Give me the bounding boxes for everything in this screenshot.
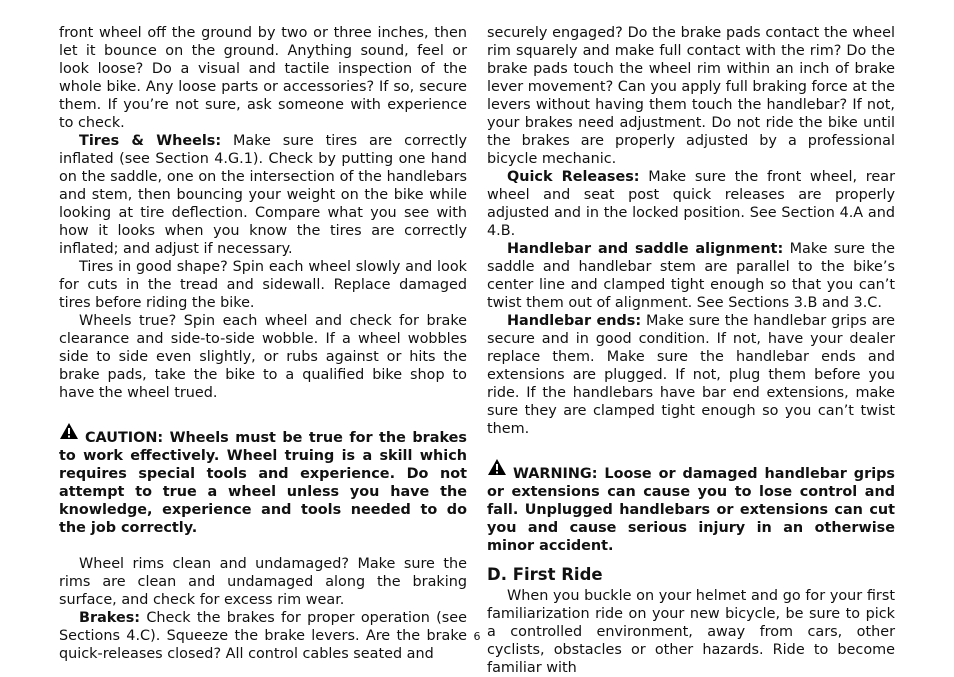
warning-text: WARNING: Loose or damaged handlebar grips or extensions can cause you to lose control and fall. Unplugged handlebars or extensions can cut you and cause serious injury in an otherwise minor accident. [487, 466, 895, 554]
paragraph: securely engaged? Do the brake pads contact the wheel rim squarely and make full contact with the rim? Do the brake pads touch the wheel rim within an inch of brake lever movement? Can you apply full braking force at the levers without having them touch the handlebar? If not, your brakes need adjustment. Do not ride the bike until the brakes are properly adjusted by a professional bicycle mechanic. [487, 25, 895, 167]
tires-wheels-text: Make sure tires are correctly inflated (see Section 4.G.1). Check by putting one hand on the saddle, one on the intersection of the handlebars and stem, then bouncing your weight on the bike while looking at tire deflection. Compare what you see with how it looks when you know the tires are correctly inflated; and adjust if necessary. [59, 133, 467, 257]
paragraph: Tires in good shape? Spin each wheel slowly and look for cuts in the tread and sidewall. Replace damaged tires before riding the bike. [59, 259, 467, 311]
spacer [487, 438, 895, 460]
left-column [59, 24, 467, 663]
section-heading: D. First Ride [487, 565, 603, 584]
brakes-label: Brakes: [79, 610, 141, 626]
paragraph: When you buckle on your helmet and go for your first familiarization ride on your new bicycle, be sure to pick a controlled environment, away from cars, other cyclists, obstacles or other hazards. Ride to become familiar with [487, 588, 895, 676]
right-column [487, 24, 895, 677]
alignment-paragraph [487, 240, 895, 312]
caution-box [59, 424, 467, 537]
alignment-label: Handlebar and saddle alignment: [507, 241, 784, 257]
spacer [59, 537, 467, 555]
quick-releases-paragraph [487, 168, 895, 240]
brakes-text: Check the brakes for proper operation (see Sections 4.C). Squeeze the brake levers. Are the brake quick-releases closed? All control cables seated and [59, 610, 467, 662]
paragraph: Wheel rims clean and undamaged? Make sure the rims are clean and undamaged along the braking surface, and check for excess rim wear. [59, 556, 467, 608]
paragraph: Wheels true? Spin each wheel and check for brake clearance and side-to-side wobble. If a wheel wobbles side to side even slightly, or rubs against or hits the brake pads, take the bike to a qualified bike shop to have the wheel trued. [59, 313, 467, 401]
spacer [59, 402, 467, 424]
handlebar-ends-label: Handlebar ends: [507, 313, 642, 329]
warning-triangle-icon [487, 458, 509, 481]
page-number: 6 [473, 630, 481, 643]
warning-triangle-icon [59, 422, 81, 445]
tires-wheels-paragraph [59, 132, 467, 258]
tires-wheels-label: Tires & Wheels: [79, 133, 222, 149]
quick-releases-label: Quick Releases: [507, 169, 640, 185]
quick-releases-text: Make sure the front wheel, rear wheel and seat post quick releases are properly adjusted and in the locked position. See Section 4.A and 4.B. [487, 169, 895, 239]
alignment-text: Make sure the saddle and handlebar stem are parallel to the bike’s center line and clamped tight enough so that you can’t twist them out of alignment. See Sections 3.B and 3.C. [487, 241, 895, 311]
caution-text: CAUTION: Wheels must be true for the brakes to work effectively. Wheel truing is a skill which requires special tools and experience. Do not attempt to true a wheel unless you have the knowledge, experience and tools needed to do the job correctly. [59, 430, 467, 536]
paragraph: front wheel off the ground by two or three inches, then let it bounce on the ground. Anything sound, feel or look loose? Do a visual and tactile inspection of the whole bike. Any loose parts or accessories? If so, secure them. If you’re not sure, ask someone with experience to check. [59, 25, 467, 131]
handlebar-ends-text: Make sure the handlebar grips are secure and in good condition. If not, have your dealer replace them. Make sure the handlebar ends and extensions are plugged. If not, plug them before you ride. If the handlebars have bar end extensions, make sure they are clamped tight enough so you can’t twist them. [487, 313, 895, 437]
handlebar-ends-paragraph [487, 312, 895, 438]
warning-box [487, 460, 895, 555]
